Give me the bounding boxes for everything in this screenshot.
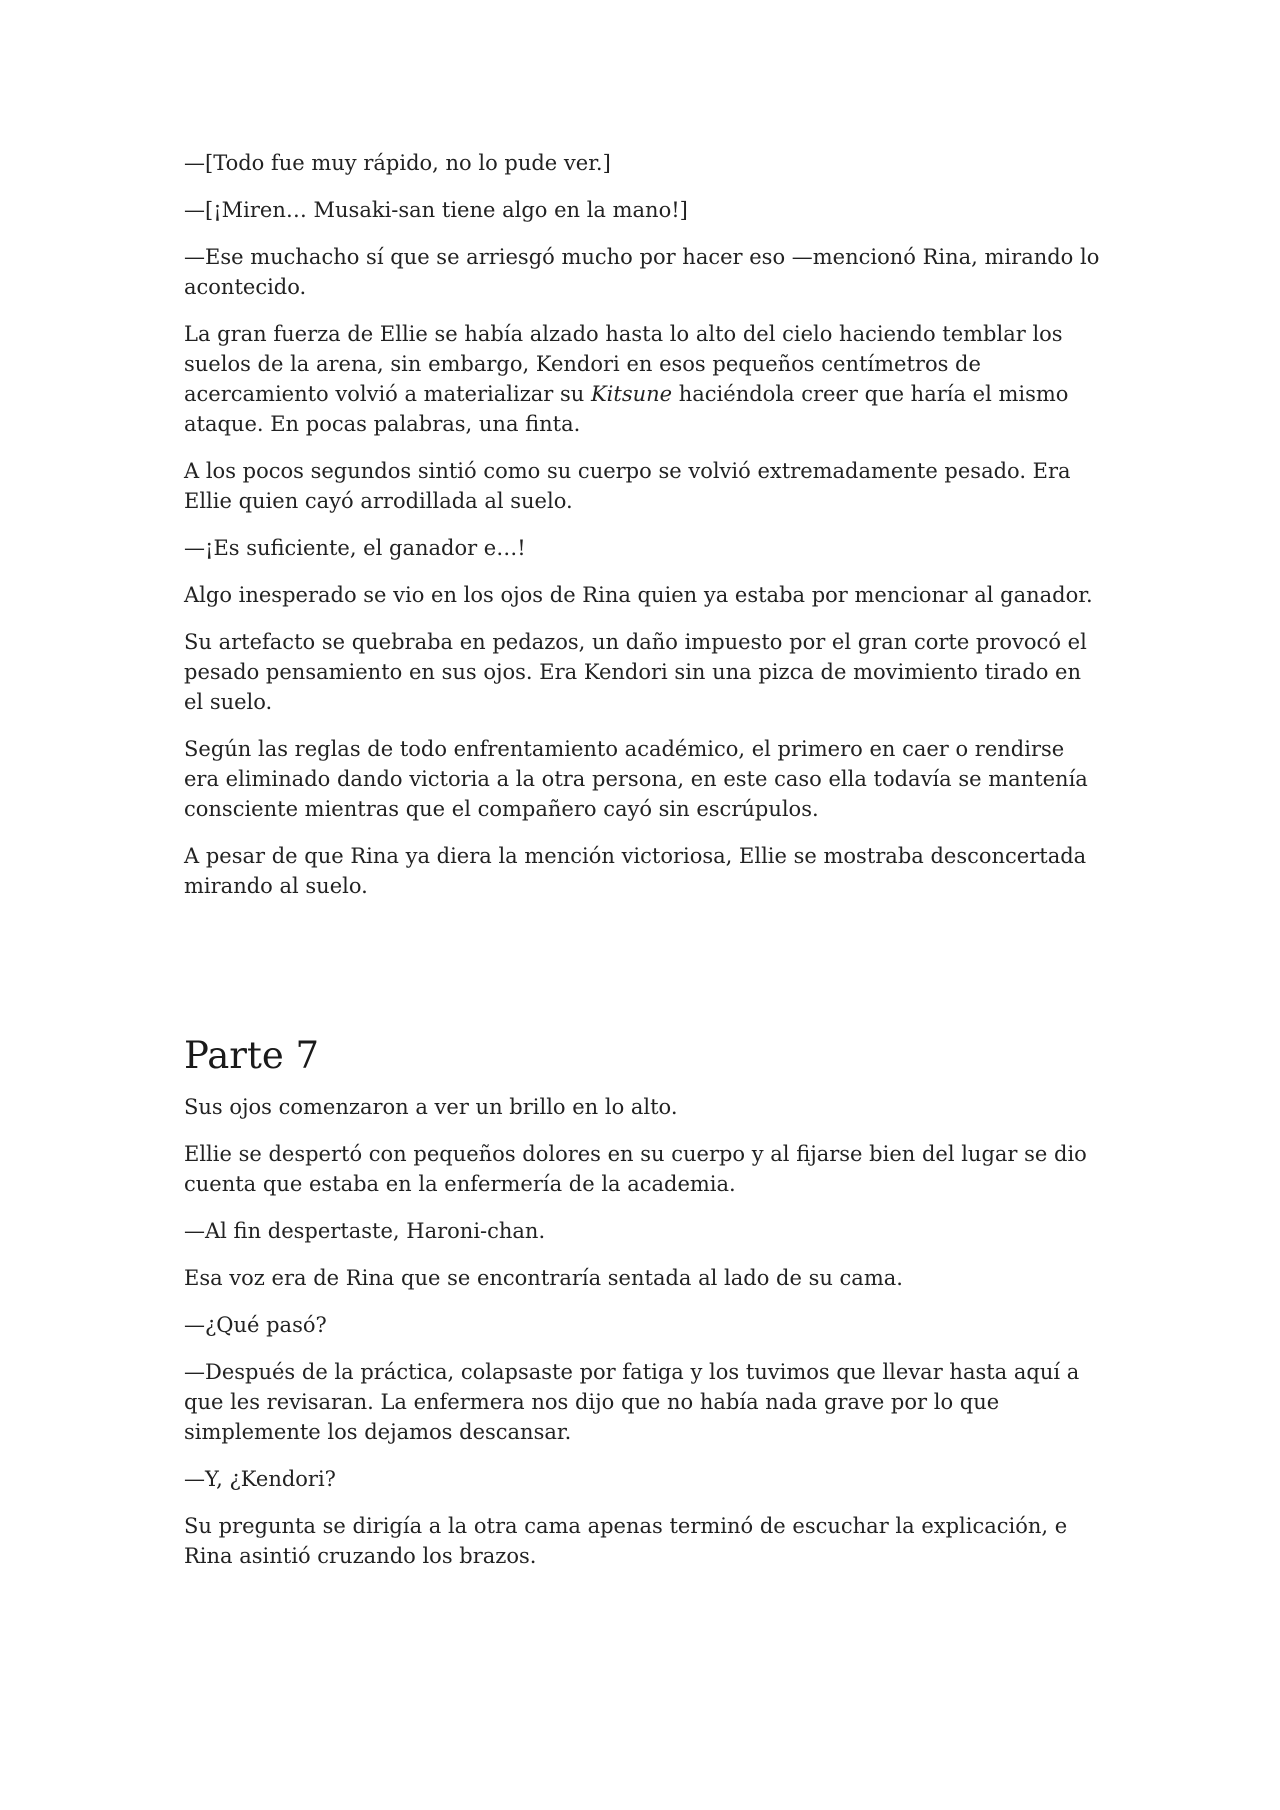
narrative-paragraph: Algo inesperado se vio en los ojos de Rina quien ya estaba por mencionar al ganador. (184, 583, 1093, 607)
narrative-paragraph: A pesar de que Rina ya diera la mención victoriosa, Ellie se mostraba desconcertada mirando al suelo. (184, 844, 1087, 898)
dialogue-line: —Y, ¿Kendori? (184, 1467, 336, 1491)
paragraph-text: La gran fuerza de Ellie se había alzado hasta lo alto del cielo haciendo temblar los suelos de la arena, sin embargo, Kendori en esos pequeños centímetros de acercamiento volvió a materializar su (184, 322, 1063, 406)
document-page (184, 148, 1104, 1588)
narrative-paragraph (184, 319, 1104, 439)
narrative-paragraph: Según las reglas de todo enfrentamiento académico, el primero en caer o rendirse era eliminado dando victoria a la otra persona, en este caso ella todavía se mantenía consciente mientras que el compañero cayó sin escrúpulos. (184, 737, 1088, 821)
narrative-paragraph: Ellie se despertó con pequeños dolores en su cuerpo y al fijarse bien del lugar se dio cuenta que estaba en la enfermería de la academia. (184, 1142, 1087, 1196)
narrative-paragraph: Esa voz era de Rina que se encontraría sentada al lado de su cama. (184, 1266, 903, 1290)
dialogue-line: —Al fin despertaste, Haroni-chan. (184, 1219, 546, 1243)
section-heading: Parte 7 (184, 1034, 320, 1077)
narrative-paragraph: Su pregunta se dirigía a la otra cama apenas terminó de escuchar la explicación, e Rina asintió cruzando los brazos. (184, 1514, 1068, 1568)
dialogue-line: —Ese muchacho sí que se arriesgó mucho por hacer eso —mencionó Rina, mirando lo acontecido. (184, 245, 1100, 299)
dialogue-line: —¡Es suficiente, el ganador e…! (184, 536, 526, 560)
italic-term: Kitsune (590, 382, 673, 406)
narrative-paragraph: A los pocos segundos sintió como su cuerpo se volvió extremadamente pesado. Era Ellie quien cayó arrodillada al suelo. (184, 459, 1071, 513)
dialogue-line: —[¡Miren… Musaki-san tiene algo en la mano!] (184, 198, 688, 222)
dialogue-line: —¿Qué pasó? (184, 1313, 327, 1337)
dialogue-line: —Después de la práctica, colapsaste por fatiga y los tuvimos que llevar hasta aquí a que les revisaran. La enfermera nos dijo que no había nada grave por lo que simplemente los dejamos descansar. (184, 1360, 1080, 1444)
narrative-paragraph: Sus ojos comenzaron a ver un brillo en lo alto. (184, 1095, 678, 1119)
narrative-paragraph: Su artefacto se quebraba en pedazos, un daño impuesto por el gran corte provocó el pesado pensamiento en sus ojos. Era Kendori sin una pizca de movimiento tirado en el suelo. (184, 630, 1087, 714)
paragraph-text: haciéndola creer que haría el mismo ataque. En pocas palabras, una finta. (184, 382, 1069, 436)
dialogue-line: —[Todo fue muy rápido, no lo pude ver.] (184, 151, 611, 175)
